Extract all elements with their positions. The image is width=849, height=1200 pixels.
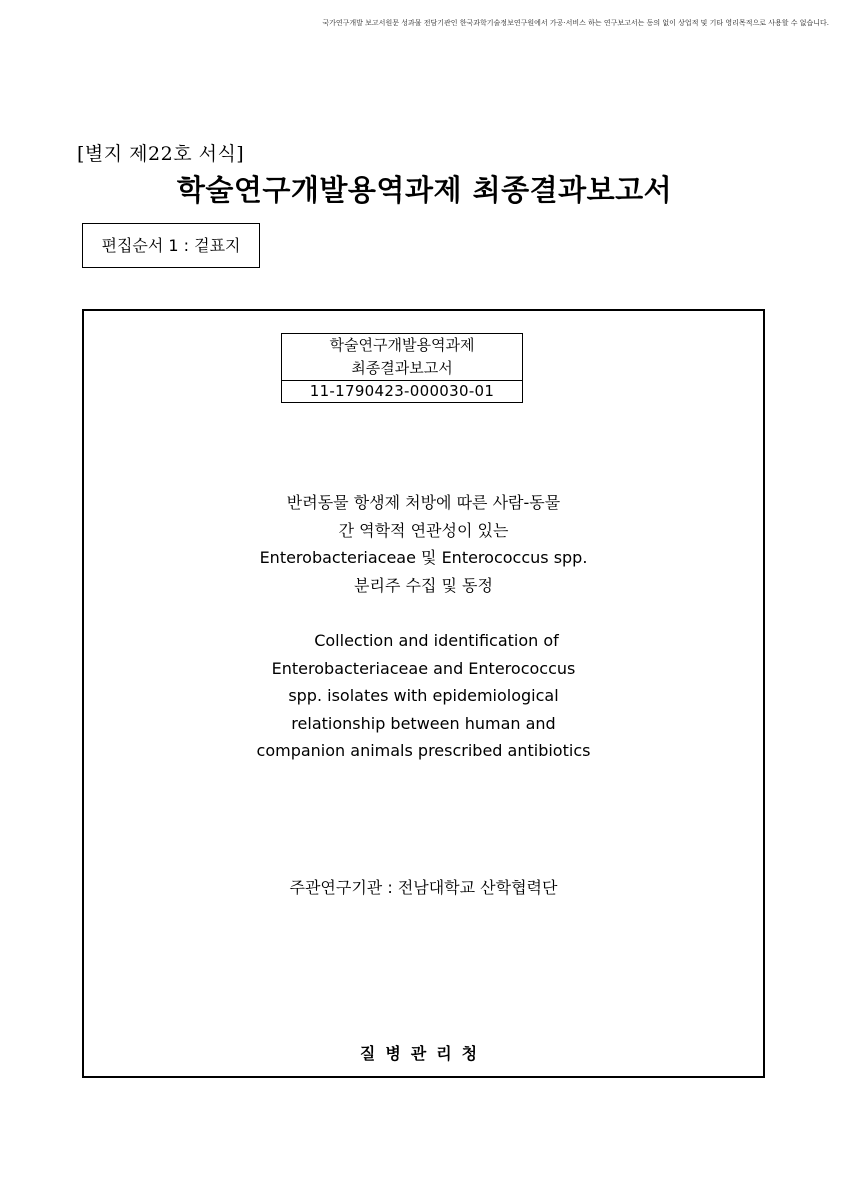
copyright-notice: 국가연구개발 보고서원문 성과물 전담기관인 한국과학기술정보연구원에서 가공·서비스 하는 연구보고서는 동의 없이 상업적 및 기타 영리목적으로 사용할 수 없습니다.	[322, 19, 829, 27]
issuing-agency: 질병관리청	[359, 1044, 488, 1063]
english-title	[84, 627, 763, 765]
korean-title-line: 간 역학적 연관성이 있는	[338, 520, 509, 540]
document-title: 학술연구개발용역과제 최종결과보고서	[176, 173, 673, 207]
english-title-line: Collection and identification of	[314, 631, 559, 650]
english-title-line: Enterobacteriaceae and Enterococcus	[271, 658, 576, 678]
edit-order-label: 편집순서 1 : 겉표지	[82, 223, 260, 268]
english-title-line: companion animals prescribed antibiotics	[256, 741, 591, 760]
korean-title-line: Enterobacteriaceae 및 Enterococcus spp.	[259, 548, 588, 567]
korean-title-line: 분리주 수집 및 동정	[354, 575, 493, 595]
report-type-line1: 학술연구개발용역과제	[329, 336, 475, 354]
english-title-line: spp. isolates with epidemiological	[288, 686, 559, 705]
report-registration-number: 11-1790423-000030-01	[282, 380, 522, 402]
korean-title	[84, 489, 763, 599]
english-title-line: relationship between human and	[291, 713, 556, 733]
cover-page-frame	[82, 309, 765, 1078]
korean-title-line: 반려동물 항생제 처방에 따른 사람-동물	[286, 493, 561, 512]
report-id-box	[281, 333, 523, 403]
report-type-line2: 최종결과보고서	[351, 359, 453, 377]
lead-institution: 주관연구기관 : 전남대학교 산학협력단	[289, 878, 558, 897]
form-number: [별지 제22호 서식]	[77, 143, 245, 165]
